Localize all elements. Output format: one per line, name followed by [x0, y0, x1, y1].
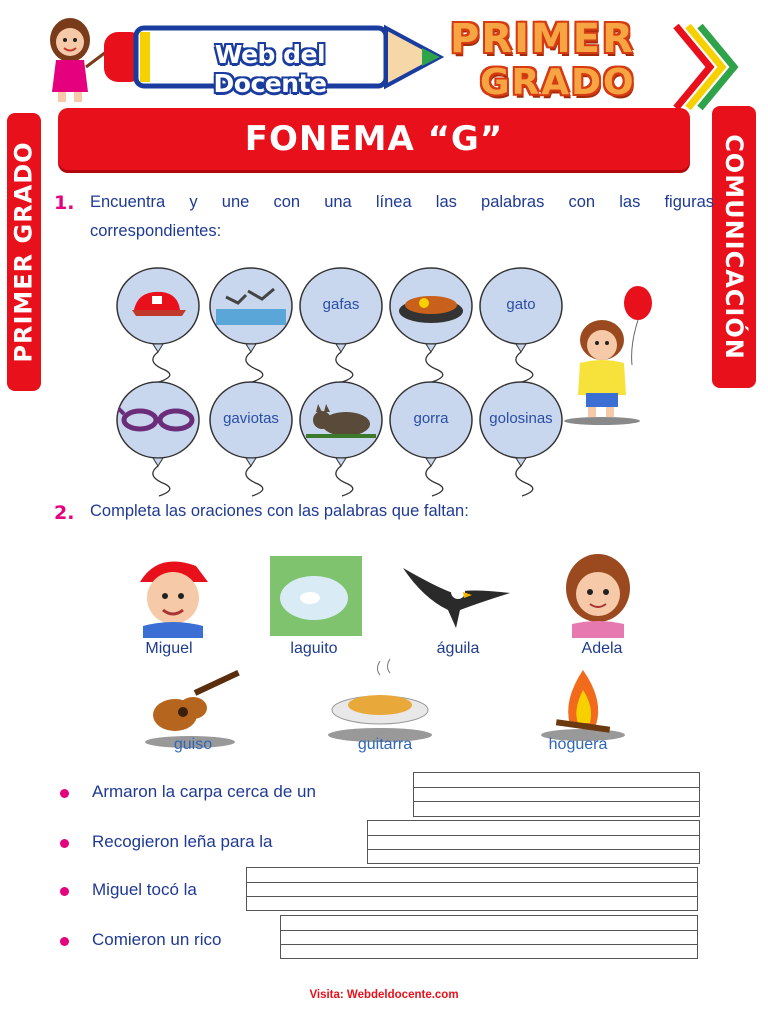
cat-icon — [298, 380, 384, 456]
balloon-word: gato — [506, 295, 536, 313]
exercise-2-number: 2. — [54, 502, 75, 524]
side-left-text: PRIMER GRADO — [10, 141, 39, 363]
eyeglasses-icon — [115, 380, 201, 456]
word-hoguera: hoguera — [548, 736, 608, 753]
sentence-4: Comieron un rico — [92, 930, 222, 949]
balloon-word: gorra — [413, 409, 449, 427]
balloon-word: gaviotas — [223, 409, 279, 427]
grade-word-grado: GRADO — [480, 62, 636, 103]
balloon-word: golosinas — [489, 409, 553, 427]
sentence-1: Armaron la carpa cerca de un — [92, 782, 316, 801]
balloon[interactable] — [478, 266, 564, 396]
eagle-aguila-icon — [398, 548, 518, 638]
sentence-3: Miguel tocó la — [92, 880, 197, 899]
brand-name: Web del Docente — [213, 40, 327, 98]
fried-food-icon — [388, 266, 474, 342]
side-right-text: COMUNICACIÓN — [720, 134, 748, 360]
balloon[interactable] — [298, 266, 384, 396]
sentence-2: Recogieron leña para la — [92, 832, 273, 851]
word-miguel: Miguel — [145, 640, 193, 657]
grade-word-primer: PRIMER — [450, 16, 635, 62]
answer-lines-1[interactable] — [413, 772, 700, 817]
exercise-1-number: 1. — [54, 192, 75, 214]
balloon-word: gafas — [322, 295, 360, 313]
grade-banner — [440, 12, 740, 107]
word-laguito: laguito — [290, 640, 338, 657]
balloon[interactable] — [298, 380, 384, 510]
footer-link[interactable]: Visita: Webdeldocente.com — [309, 989, 459, 1001]
balloon[interactable] — [208, 266, 294, 396]
cap-icon — [115, 266, 201, 342]
bullet-2 — [60, 839, 69, 848]
answer-lines-4[interactable] — [280, 915, 698, 959]
word-guitarra: guitarra — [357, 736, 413, 753]
chevron-arrows-icon — [670, 22, 740, 112]
balloon[interactable] — [388, 266, 474, 396]
side-label-right — [712, 106, 756, 388]
exercise-1-instruction: Encuentra y une con una línea las palabras con las figuras — [90, 193, 714, 211]
bullet-4 — [60, 937, 69, 946]
side-label-left — [7, 113, 41, 391]
page-title: FONEMA “G” — [244, 119, 504, 159]
girl-adela-icon — [538, 548, 658, 638]
boy-miguel-icon — [118, 548, 238, 638]
balloon[interactable] — [115, 266, 201, 396]
balloon[interactable] — [388, 380, 474, 510]
balloon[interactable] — [208, 380, 294, 510]
balloon[interactable] — [478, 380, 564, 510]
seagulls-icon — [208, 266, 294, 342]
answer-lines-2[interactable] — [367, 820, 700, 864]
teacher-mascot-icon — [30, 12, 110, 104]
pond-laguito-icon — [262, 552, 382, 642]
word-adela: Adela — [581, 640, 623, 657]
bullet-3 — [60, 887, 69, 896]
stew-bowl-icon — [320, 655, 440, 745]
word-aguila: águila — [436, 640, 480, 657]
bullet-1 — [60, 789, 69, 798]
answer-lines-3[interactable] — [246, 867, 698, 911]
exercise-2-instruction: Completa las oraciones con las palabras que faltan: — [90, 502, 469, 520]
word-guiso: guiso — [173, 736, 213, 753]
girl-with-balloon-icon — [560, 285, 665, 425]
bonfire-icon — [528, 655, 648, 745]
exercise-1-instruction-cont: correspondientes: — [90, 222, 222, 240]
page-title-banner — [58, 108, 690, 170]
balloon[interactable] — [115, 380, 201, 510]
